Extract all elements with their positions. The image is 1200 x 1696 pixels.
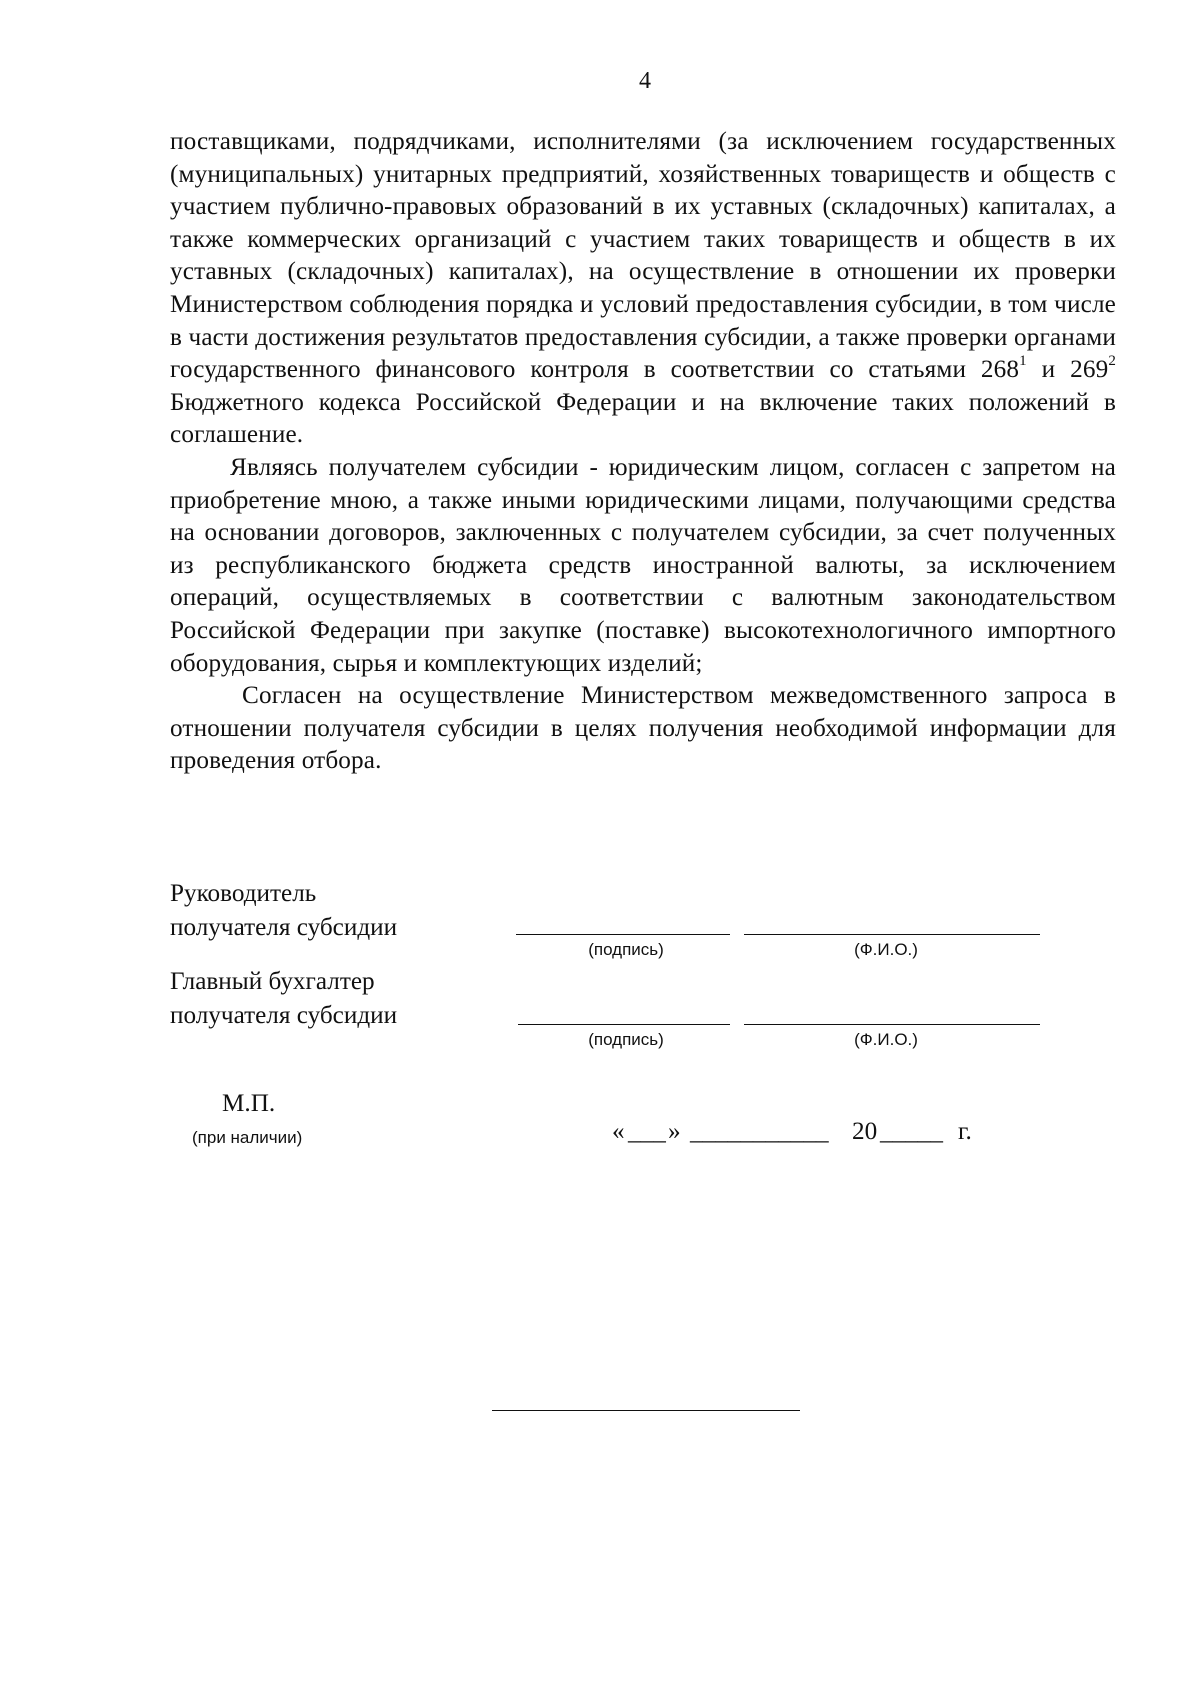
head-title-line2: получателя субсидии xyxy=(170,914,398,941)
head-signature-line xyxy=(516,934,730,935)
paragraph-1 xyxy=(170,126,1116,452)
date-open-quote: « xyxy=(612,1118,625,1145)
date-year-prefix: 20 xyxy=(852,1118,878,1145)
stamp-caption: (при наличии) xyxy=(192,1128,303,1147)
head-title-line1: Руководитель xyxy=(170,880,317,907)
date-month-blank: ___________ xyxy=(690,1118,829,1145)
accountant-name-caption: (Ф.И.О.) xyxy=(854,1030,918,1049)
head-name-line xyxy=(744,934,1040,935)
paragraph-1-part2: и 269 xyxy=(1026,356,1109,384)
accountant-signature-line xyxy=(518,1024,730,1025)
footnote-separator xyxy=(492,1410,800,1411)
paragraph-3: Согласен на осуществление Министерством межведомственного запроса в отношении получателя субсидии в целях получения необходимой информации для проведения отбора. xyxy=(170,682,1116,775)
accountant-title-line1: Главный бухгалтер xyxy=(170,968,375,995)
date-year-suffix: г. xyxy=(958,1118,972,1145)
document-body xyxy=(170,126,1116,778)
paragraph-1-part3: Бюджетного кодекса Российской Федерации и на включение таких положений в соглашение. xyxy=(170,388,1116,449)
accountant-title-line2: получателя субсидии xyxy=(170,1002,398,1029)
paragraph-2: Являясь получателем субсидии - юридическим лицом, согласен с запретом на приобретение мною, а также иными юридическими лицами, получающими средства на основании договоров, заключенных с получателем субсидии, за счет полученных из республиканского бюджета средств иностранной валюты, за исключением операций, осуществляемых в соответствии с валютным законодательством Российской Федерации при закупке (поставке) высокотехнологичного импортного оборудования, сырья и комплектующих изделий; xyxy=(170,453,1116,677)
footnote-mark-1: 1 xyxy=(1019,353,1027,370)
page-number: 4 xyxy=(639,68,651,94)
footnote-mark-2: 2 xyxy=(1108,353,1116,370)
date-day-blank: ___ xyxy=(628,1118,666,1145)
head-signature-caption: (подпись) xyxy=(588,940,664,959)
date-year-blank: _____ xyxy=(880,1118,943,1145)
accountant-name-line xyxy=(744,1024,1040,1025)
date-close-quote: » xyxy=(668,1118,681,1145)
paragraph-1-part1: поставщиками, подрядчиками, исполнителями (за исключением государственных (муниципальных) унитарных предприятий, хозяйственных товариществ и обществ с участием публично-правовых образований в их уставных (складочных) капиталах, а также коммерческих организаций с участием таких товариществ и обществ в их уставных (складочных) капиталах), на осуществление в отношении их проверки Министерством соблюдения порядка и условий предоставления субсидии, в том числе в части достижения результатов предоставления субсидии, а также проверки органами государственного финансового контроля в соответствии со статьями 268 xyxy=(170,128,1116,384)
stamp-label: М.П. xyxy=(222,1090,276,1117)
head-name-caption: (Ф.И.О.) xyxy=(854,940,918,959)
accountant-signature-caption: (подпись) xyxy=(588,1030,664,1049)
